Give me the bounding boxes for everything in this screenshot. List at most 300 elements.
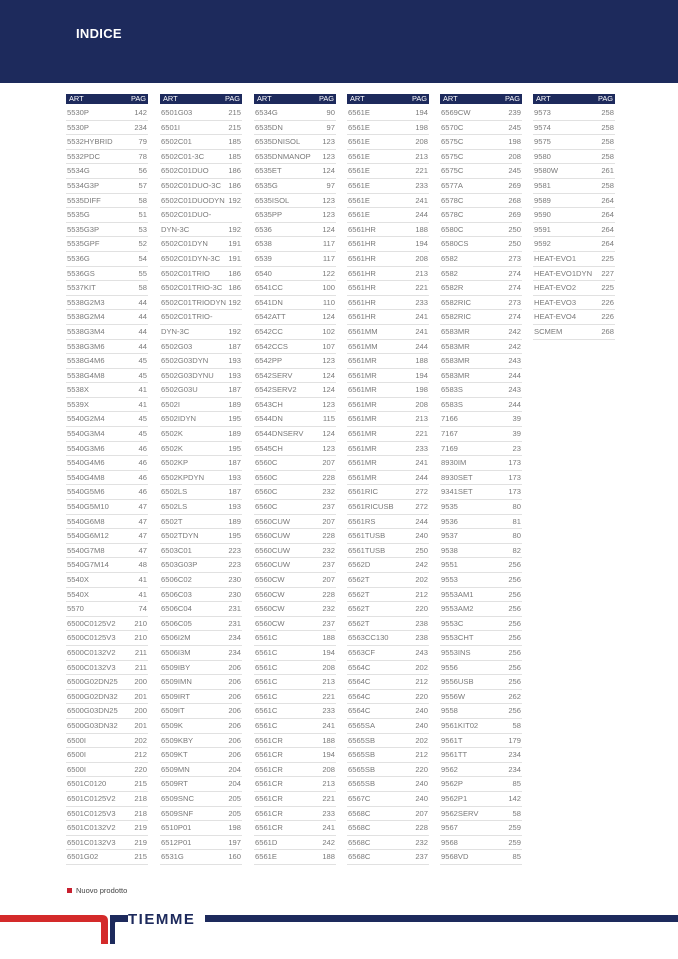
page-number: 242: [508, 326, 521, 336]
table-row: [66, 106, 148, 121]
page-number: 192: [228, 326, 241, 336]
table-row: [347, 719, 429, 734]
table-row: [347, 704, 429, 719]
article-code: 6506C02: [161, 575, 192, 584]
table-row: [533, 164, 615, 179]
page-number: 80: [512, 502, 521, 512]
article-code: 9556USB: [441, 677, 474, 687]
table-row: [440, 296, 522, 311]
table-row: [440, 836, 522, 851]
page-number: 187: [228, 487, 241, 497]
page-number: 123: [322, 356, 335, 366]
article-code: 6561CR: [255, 764, 283, 774]
table-row: [160, 369, 242, 384]
article-code: 6509SNC: [161, 793, 194, 803]
article-code: 9553CHT: [441, 633, 474, 643]
legend: [67, 886, 127, 895]
table-row: [440, 164, 522, 179]
table-row: [254, 310, 336, 325]
table-row: [440, 777, 522, 792]
article-code: 6506I3M: [161, 647, 191, 657]
table-row: [66, 310, 148, 325]
page-number: 201: [134, 691, 147, 701]
page-number: 237: [322, 502, 335, 512]
table-row: [347, 442, 429, 457]
page-number: 52: [138, 239, 147, 249]
table-row: [347, 631, 429, 646]
page-number: 207: [322, 458, 335, 468]
page-number: 232: [322, 604, 335, 614]
page-number: 204: [228, 764, 241, 774]
column-header: [66, 94, 148, 104]
page-number: 223: [228, 545, 241, 555]
table-row: [440, 617, 522, 632]
page-number: 194: [415, 370, 428, 380]
table-row: [66, 661, 148, 676]
page-number: 225: [601, 283, 614, 293]
page-number: 173: [508, 472, 521, 482]
article-code: 6500C0125V3: [67, 633, 116, 643]
table-row: [440, 500, 522, 515]
article-code: 5538G3M4: [67, 326, 105, 336]
article-code: 6502I: [161, 399, 181, 409]
article-code: 6563CC130: [348, 633, 389, 643]
article-code: 6500C0132V3: [67, 662, 116, 672]
table-row: [66, 836, 148, 851]
page-number: 226: [601, 312, 614, 322]
article-code: 9558: [441, 706, 458, 716]
article-code: 6509IT: [161, 706, 185, 716]
page-number: 57: [138, 180, 147, 190]
page-number: 210: [134, 618, 147, 628]
article-code: 6562T: [348, 604, 370, 614]
table-row: [254, 150, 336, 165]
page-number: 234: [508, 764, 521, 774]
table-row: [66, 471, 148, 486]
table-row: [347, 354, 429, 369]
page-number: 213: [415, 151, 428, 161]
page-number: 58: [138, 195, 147, 205]
page-number: 244: [508, 370, 521, 380]
article-code: 6506I2M: [161, 633, 191, 643]
article-code: 5540G6M8: [67, 516, 105, 526]
article-code: 6561C: [255, 720, 278, 730]
article-code: 5536G: [67, 253, 90, 263]
table-row: [440, 821, 522, 836]
article-code: 7167: [441, 429, 458, 439]
page-number: 240: [415, 706, 428, 716]
article-code: 6502KP: [161, 458, 189, 468]
article-code: 7166: [441, 414, 458, 424]
page-number: 212: [415, 589, 428, 599]
table-row: [254, 661, 336, 676]
table-row: [254, 573, 336, 588]
table-row: [160, 325, 242, 340]
table-row: [254, 369, 336, 384]
table-row: [254, 836, 336, 851]
page-number: 46: [138, 472, 147, 482]
article-code: 6583MR: [441, 341, 470, 351]
column-header: [347, 94, 429, 104]
table-row: [160, 398, 242, 413]
table-row: [254, 704, 336, 719]
page-number: 241: [415, 195, 428, 205]
page-number: 218: [134, 793, 147, 803]
page-number: 243: [508, 356, 521, 366]
table-row: [66, 427, 148, 442]
page-number: 58: [138, 283, 147, 293]
page-number: 179: [508, 735, 521, 745]
table-row: [66, 807, 148, 822]
table-row: [254, 646, 336, 661]
article-code: HEAT-EVO2: [534, 283, 577, 293]
page-number: 41: [138, 589, 147, 599]
article-code: 6502IDYN: [161, 414, 197, 424]
article-code: 6502K: [161, 443, 183, 453]
page-number: 240: [415, 531, 428, 541]
table-row: [160, 573, 242, 588]
article-code: HEAT-EVO1DYN: [534, 268, 593, 278]
article-code: 6562T: [348, 589, 370, 599]
article-code: 6502C01TRIO-3C: [161, 283, 223, 293]
page-number: 241: [415, 312, 428, 322]
article-code: 6561HR: [348, 283, 376, 293]
pag-header: PAG: [411, 94, 427, 103]
table-row: [347, 617, 429, 632]
table-row: [254, 383, 336, 398]
article-code: 9573: [534, 108, 551, 117]
article-code: 6509IBY: [161, 662, 191, 672]
article-code: 9562P: [441, 779, 463, 789]
table-row: [254, 442, 336, 457]
article-code: 6506C03: [161, 589, 192, 599]
table-row: [254, 544, 336, 559]
table-row: [254, 558, 336, 573]
table-row: [347, 412, 429, 427]
article-code: 6561MR: [348, 414, 377, 424]
article-code: 6500I: [67, 750, 87, 760]
article-code: 5530P: [67, 108, 89, 117]
page-number: 193: [228, 502, 241, 512]
article-code: 6560CW: [255, 575, 285, 584]
art-header: ART: [443, 94, 458, 103]
table-row: [440, 106, 522, 121]
table-row: [347, 427, 429, 442]
article-code: 6561RIC: [348, 487, 378, 497]
page-number: 256: [508, 662, 521, 672]
table-row: [347, 485, 429, 500]
article-code: 9589: [534, 195, 551, 205]
article-code: 6531G: [161, 852, 184, 862]
page-number: 51: [138, 210, 147, 220]
article-code: 6541DN: [255, 297, 283, 307]
article-code: 6561E: [348, 122, 370, 132]
article-code: 6583MR: [441, 370, 470, 380]
table-row: [66, 237, 148, 252]
article-code: 6502LS: [161, 487, 188, 497]
page-number: 208: [415, 253, 428, 263]
article-code: 6582: [441, 268, 458, 278]
table-row: [160, 515, 242, 530]
article-code: 6561E: [348, 166, 370, 176]
page-number: 213: [322, 779, 335, 789]
page-number: 82: [512, 545, 521, 555]
article-code: 6502C01DYN-3C: [161, 253, 221, 263]
article-code: 6560C: [255, 458, 278, 468]
article-code: 6561C: [255, 633, 278, 643]
table-row: [66, 544, 148, 559]
table-row: [160, 748, 242, 763]
article-code: 6542CC: [255, 326, 283, 336]
table-row: [440, 704, 522, 719]
article-code: 6509SNF: [161, 808, 194, 818]
page-number: 142: [134, 108, 147, 117]
table-row: [347, 544, 429, 559]
page-number: 198: [228, 823, 241, 833]
page-number: 228: [415, 823, 428, 833]
page-number: 204: [228, 779, 241, 789]
page-number: 210: [134, 633, 147, 643]
table-row: [533, 223, 615, 238]
article-code: 6564C: [348, 706, 371, 716]
footer-blue-bar: [205, 915, 678, 922]
article-code: 6502C01TRIO: [161, 268, 210, 278]
article-code: 6500G02DN25: [67, 677, 118, 687]
table-row: [347, 252, 429, 267]
page-number: 123: [322, 151, 335, 161]
page-number: 53: [138, 224, 147, 234]
table-row: [347, 734, 429, 749]
table-row: [66, 631, 148, 646]
table-row: [440, 121, 522, 136]
article-code: 6542SERV2: [255, 385, 297, 395]
article-code: 6502C01TRIODYN: [161, 297, 226, 307]
page-number: 198: [508, 137, 521, 147]
article-code: 6575C: [441, 166, 464, 176]
table-row: [160, 208, 242, 223]
article-code: 6563CF: [348, 647, 376, 657]
article-code: 6561TUSB: [348, 545, 386, 555]
article-code: 8930IM: [441, 458, 467, 468]
article-code: 9580W: [534, 166, 559, 176]
article-code: 6501C0132V3: [67, 837, 116, 847]
table-row: [254, 164, 336, 179]
page-number: 233: [322, 808, 335, 818]
page-number: 256: [508, 618, 521, 628]
page-number: 206: [228, 662, 241, 672]
page-number: 250: [415, 545, 428, 555]
page-number: 117: [322, 239, 335, 249]
table-row: [347, 121, 429, 136]
page-number: 234: [228, 633, 241, 643]
article-code: HEAT-EVO4: [534, 312, 577, 322]
page-number: 268: [508, 195, 521, 205]
article-code: 6500G02DN32: [67, 691, 118, 701]
article-code: 6582: [441, 253, 458, 263]
article-code: 6502K: [161, 429, 183, 439]
table-row: [347, 515, 429, 530]
table-row: [160, 164, 242, 179]
table-row: [160, 237, 242, 252]
table-row: [533, 267, 615, 282]
article-code: 6583S: [441, 385, 463, 395]
pag-header: PAG: [318, 94, 334, 103]
article-code: 6583MR: [441, 326, 470, 336]
article-code: 6568C: [348, 808, 371, 818]
page-number: 237: [415, 852, 428, 862]
page-number: 58: [512, 808, 521, 818]
article-code: 6560C: [255, 472, 278, 482]
table-row: [66, 646, 148, 661]
article-code: 6561CR: [255, 779, 283, 789]
article-code: 5570: [67, 604, 84, 614]
page-number: 192: [228, 195, 241, 205]
page-number: 262: [508, 691, 521, 701]
page-number: 47: [138, 545, 147, 555]
table-row: [347, 194, 429, 209]
article-code: 5538X: [67, 385, 89, 395]
page-number: 206: [228, 720, 241, 730]
page-number: 242: [322, 837, 335, 847]
page-number: 186: [228, 283, 241, 293]
table-row: [254, 237, 336, 252]
article-code: 5540G3M6: [67, 443, 105, 453]
article-code: 6567C: [348, 793, 371, 803]
index-column: [160, 94, 242, 865]
table-row: [66, 296, 148, 311]
art-header: ART: [163, 94, 178, 103]
table-row: [66, 704, 148, 719]
table-row: [66, 777, 148, 792]
article-code: 6578C: [441, 210, 464, 220]
article-code: 6500G03DN32: [67, 720, 118, 730]
page-number: 100: [322, 283, 335, 293]
page-number: 46: [138, 487, 147, 497]
art-header: ART: [350, 94, 365, 103]
page-number: 48: [138, 560, 147, 570]
table-row: [254, 106, 336, 121]
article-code: SCMEM: [534, 326, 563, 336]
page-number: 237: [322, 560, 335, 570]
article-code: 6560CW: [255, 618, 285, 628]
table-row: [254, 179, 336, 194]
article-code: 5537KIT: [67, 283, 96, 293]
page-number: 207: [415, 808, 428, 818]
page-number: 124: [322, 385, 335, 395]
page-number: 206: [228, 750, 241, 760]
article-code: 6561HR: [348, 239, 376, 249]
page-number: 202: [415, 662, 428, 672]
table-row: [66, 675, 148, 690]
page-number: 250: [508, 239, 521, 249]
article-code: 9568VD: [441, 852, 469, 862]
article-code: 5540X: [67, 575, 89, 584]
table-row: [347, 237, 429, 252]
table-row: [440, 208, 522, 223]
table-row: [440, 223, 522, 238]
table-row: [160, 252, 242, 267]
page-number: 212: [134, 750, 147, 760]
article-code: 6502C01DUO-3C: [161, 180, 221, 190]
page-number: 233: [415, 297, 428, 307]
table-row: [66, 602, 148, 617]
article-code: 6502G03: [161, 341, 193, 351]
table-row: [66, 558, 148, 573]
table-row: [254, 456, 336, 471]
table-row: [347, 836, 429, 851]
page-number: 194: [322, 647, 335, 657]
table-row: [347, 777, 429, 792]
table-row: [440, 267, 522, 282]
page-number: 185: [228, 151, 241, 161]
table-row: [160, 763, 242, 778]
page-number: 272: [415, 502, 428, 512]
page-number: 46: [138, 458, 147, 468]
table-row: [347, 340, 429, 355]
article-code: 5535G3P: [67, 224, 100, 234]
page-number: 124: [322, 370, 335, 380]
article-code: 6560CW: [255, 589, 285, 599]
table-row: [254, 734, 336, 749]
article-code: 9551: [441, 560, 458, 570]
page-number: 219: [134, 823, 147, 833]
page-number: 256: [508, 604, 521, 614]
article-code: 6540: [255, 268, 272, 278]
column-header: [254, 94, 336, 104]
table-row: [66, 690, 148, 705]
page-number: 39: [512, 429, 521, 439]
article-code: 6562T: [348, 575, 370, 584]
page-number: 58: [512, 720, 521, 730]
table-row: [440, 690, 522, 705]
article-code: 5540G4M8: [67, 472, 105, 482]
page-number: 264: [601, 224, 614, 234]
page-number: 272: [415, 487, 428, 497]
article-code: 6565SB: [348, 764, 376, 774]
page-number: 240: [415, 779, 428, 789]
page-number: 195: [228, 443, 241, 453]
table-row: [66, 354, 148, 369]
table-row: [347, 661, 429, 676]
page-number: 234: [228, 647, 241, 657]
table-row: [254, 252, 336, 267]
column-header: [440, 94, 522, 104]
article-code: 6502G03U: [161, 385, 198, 395]
page-number: 220: [415, 604, 428, 614]
article-code: 6561TUSB: [348, 531, 386, 541]
page-number: 102: [322, 326, 335, 336]
article-code: 6501C0125V3: [67, 808, 116, 818]
table-row: [440, 529, 522, 544]
article-code: 6561MR: [348, 356, 377, 366]
page-number: 44: [138, 341, 147, 351]
page-number: 238: [415, 618, 428, 628]
article-code: 5532PDC: [67, 151, 100, 161]
table-row: [160, 544, 242, 559]
page-number: 41: [138, 385, 147, 395]
page-title: INDICE: [76, 26, 122, 41]
pag-header: PAG: [504, 94, 520, 103]
table-row: [160, 690, 242, 705]
page-number: 187: [228, 458, 241, 468]
page-number: 198: [415, 385, 428, 395]
page-number: 256: [508, 633, 521, 643]
article-code: 9574: [534, 122, 551, 132]
article-code: 6509IMN: [161, 677, 192, 687]
page-number: 206: [228, 691, 241, 701]
page-number: 54: [138, 253, 147, 263]
pag-header: PAG: [224, 94, 240, 103]
